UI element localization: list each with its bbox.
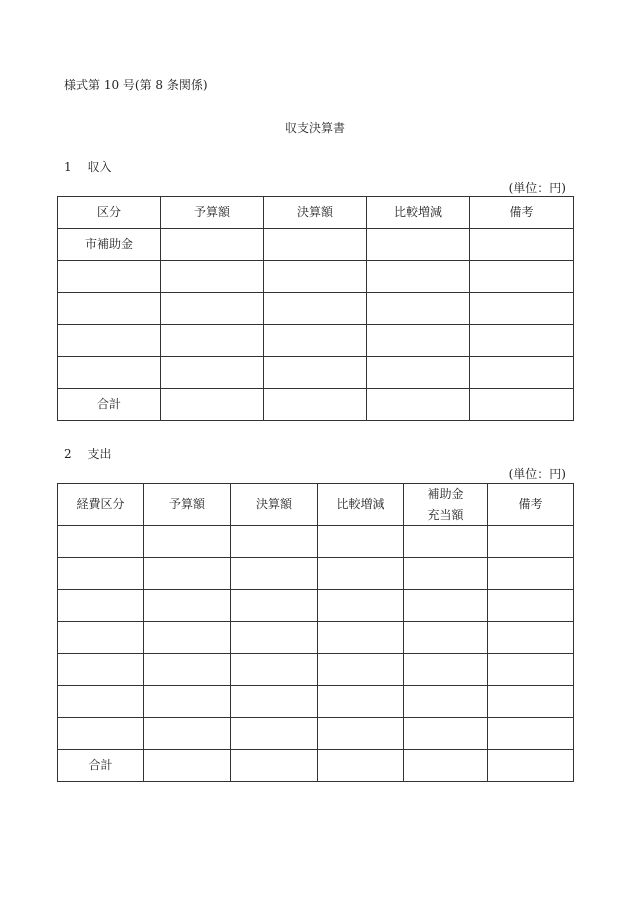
- expense-total-cell[interactable]: [318, 750, 404, 782]
- income-cell[interactable]: [367, 325, 470, 357]
- expense-cell[interactable]: [404, 686, 488, 718]
- income-header-difference: 比較増減: [367, 197, 470, 229]
- expense-cell[interactable]: [404, 718, 488, 750]
- income-total-cell[interactable]: [161, 389, 264, 421]
- subsidy-header-line1: 補助金: [427, 487, 464, 502]
- income-cell[interactable]: [470, 325, 574, 357]
- expense-cell[interactable]: [318, 686, 404, 718]
- expense-total-cell[interactable]: [404, 750, 488, 782]
- expense-cell[interactable]: [231, 558, 318, 590]
- table-row: [58, 558, 574, 590]
- expense-cell[interactable]: [144, 654, 231, 686]
- income-cell[interactable]: [470, 261, 574, 293]
- income-header-row: [58, 197, 574, 229]
- table-row: [58, 718, 574, 750]
- subsidy-header-line2: 充当額: [427, 507, 464, 522]
- expense-cell[interactable]: [144, 558, 231, 590]
- expense-cell[interactable]: [404, 654, 488, 686]
- expense-cell[interactable]: [144, 686, 231, 718]
- expense-cell[interactable]: [58, 590, 144, 622]
- income-cell[interactable]: 市補助金: [58, 229, 161, 261]
- income-cell[interactable]: [161, 325, 264, 357]
- expense-cell[interactable]: [488, 654, 574, 686]
- expense-cell[interactable]: [318, 526, 404, 558]
- expense-cell[interactable]: [488, 686, 574, 718]
- income-cell[interactable]: [58, 357, 161, 389]
- income-total-row: [58, 389, 574, 421]
- table-row: [58, 622, 574, 654]
- income-header-category: 区分: [58, 197, 161, 229]
- expense-cell[interactable]: [488, 590, 574, 622]
- income-cell[interactable]: [264, 261, 367, 293]
- expense-cell[interactable]: [144, 590, 231, 622]
- expense-header-category: 経費区分: [58, 484, 144, 526]
- income-cell[interactable]: [264, 229, 367, 261]
- income-cell[interactable]: [367, 229, 470, 261]
- table-row: [58, 654, 574, 686]
- income-total-cell[interactable]: [470, 389, 574, 421]
- expense-cell[interactable]: [144, 622, 231, 654]
- expense-cell[interactable]: [231, 654, 318, 686]
- expense-cell[interactable]: [231, 718, 318, 750]
- expense-header-actual: 決算額: [231, 484, 318, 526]
- income-cell[interactable]: [470, 357, 574, 389]
- income-section-heading: 1 収入: [64, 160, 112, 174]
- table-row: [58, 357, 574, 389]
- expense-cell[interactable]: [318, 654, 404, 686]
- income-cell[interactable]: [58, 293, 161, 325]
- income-total-cell[interactable]: [264, 389, 367, 421]
- income-cell[interactable]: [470, 293, 574, 325]
- income-cell[interactable]: [470, 229, 574, 261]
- income-cell[interactable]: [161, 261, 264, 293]
- income-cell[interactable]: [264, 325, 367, 357]
- expense-cell[interactable]: [58, 622, 144, 654]
- document-title: 収支決算書: [284, 121, 345, 135]
- expense-cell[interactable]: [404, 622, 488, 654]
- expense-cell[interactable]: [318, 718, 404, 750]
- expense-cell[interactable]: [231, 622, 318, 654]
- income-header-actual: 決算額: [264, 197, 367, 229]
- income-cell[interactable]: [264, 293, 367, 325]
- expense-cell[interactable]: [488, 622, 574, 654]
- expense-total-label: 合計: [58, 750, 144, 782]
- income-total-cell[interactable]: [367, 389, 470, 421]
- income-cell[interactable]: [58, 261, 161, 293]
- expense-header-difference: 比較増減: [318, 484, 404, 526]
- income-cell[interactable]: [161, 357, 264, 389]
- expense-header-subsidy-allocation: [404, 484, 488, 526]
- expense-cell[interactable]: [58, 558, 144, 590]
- expense-header-budget: 予算額: [144, 484, 231, 526]
- table-row: [58, 686, 574, 718]
- expense-cell[interactable]: [231, 526, 318, 558]
- expense-cell[interactable]: [404, 590, 488, 622]
- table-row: [58, 590, 574, 622]
- table-row: [58, 325, 574, 357]
- expense-table: [57, 483, 574, 782]
- expense-cell[interactable]: [488, 526, 574, 558]
- expense-cell[interactable]: [488, 558, 574, 590]
- income-header-budget: 予算額: [161, 197, 264, 229]
- expense-cell[interactable]: [144, 526, 231, 558]
- income-table: [57, 196, 574, 421]
- table-row: [58, 293, 574, 325]
- expense-section-heading: 2 支出: [64, 447, 112, 461]
- income-cell[interactable]: [367, 261, 470, 293]
- expense-header-remarks: 備考: [488, 484, 574, 526]
- table-row: [58, 261, 574, 293]
- income-unit-label: (単位：円): [508, 181, 566, 195]
- form-number: 様式第 10 号(第 8 条関係): [64, 78, 208, 92]
- income-cell[interactable]: [264, 357, 367, 389]
- expense-total-row: [58, 750, 574, 782]
- expense-cell[interactable]: [404, 526, 488, 558]
- expense-cell[interactable]: [318, 558, 404, 590]
- table-row: [58, 229, 574, 261]
- expense-cell[interactable]: [488, 718, 574, 750]
- income-cell[interactable]: [367, 357, 470, 389]
- expense-total-cell[interactable]: [144, 750, 231, 782]
- income-cell[interactable]: [161, 229, 264, 261]
- expense-cell[interactable]: [318, 590, 404, 622]
- table-row: [58, 526, 574, 558]
- expense-unit-label: (単位：円): [508, 467, 566, 481]
- income-header-remarks: 備考: [470, 197, 574, 229]
- expense-cell[interactable]: [318, 622, 404, 654]
- expense-cell[interactable]: [231, 590, 318, 622]
- expense-cell[interactable]: [58, 654, 144, 686]
- expense-cell[interactable]: [58, 526, 144, 558]
- expense-total-cell[interactable]: [231, 750, 318, 782]
- income-cell[interactable]: [161, 293, 264, 325]
- income-total-label: 合計: [58, 389, 161, 421]
- expense-cell[interactable]: [58, 686, 144, 718]
- expense-header-row: [58, 484, 574, 526]
- expense-cell[interactable]: [58, 718, 144, 750]
- expense-cell[interactable]: [404, 558, 488, 590]
- expense-total-cell[interactable]: [488, 750, 574, 782]
- expense-cell[interactable]: [144, 718, 231, 750]
- income-cell[interactable]: [58, 325, 161, 357]
- expense-cell[interactable]: [231, 686, 318, 718]
- income-cell[interactable]: [367, 293, 470, 325]
